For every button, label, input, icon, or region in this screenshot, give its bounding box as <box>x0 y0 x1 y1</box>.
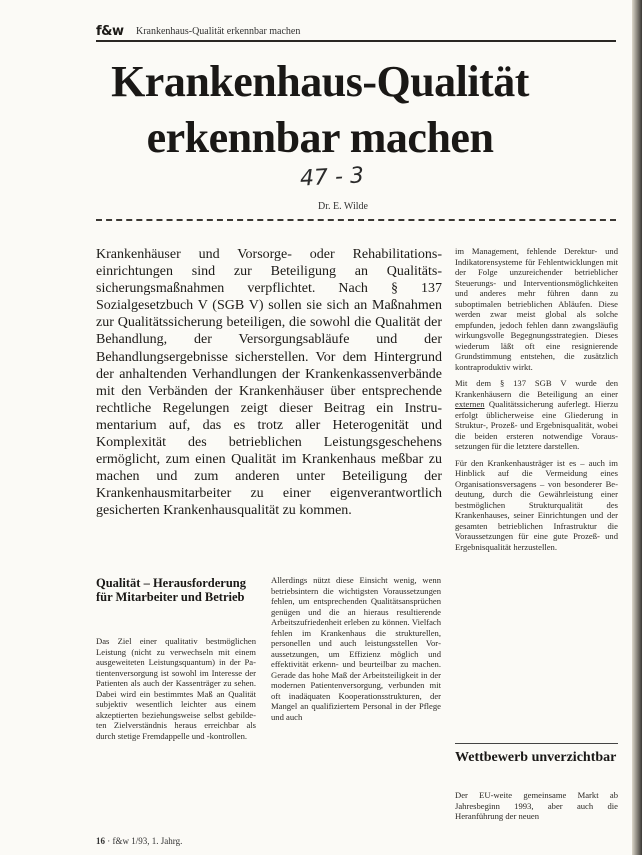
column-1-paragraph: Das Ziel einer qualitativ bestmöglichen Leistung (nicht zu verwechseln mit einem ausgeweiteten Leistungsquantum) in der Patientenversorgung ist sowohl im Interesse der Patienten als auch der Kassenträger zu sehen. Dabei wird ein bestimmtes Maß an Qualität subjektiv wesentlich leichter aus einem akzeptierten beziehungsweise selbst gebildeten Zielverständnis heraus erreichbar als durch stetige Fremdappelle und -kontrollen. <box>96 636 256 741</box>
running-head-title: Krankenhaus-Qualität erkennbar machen <box>136 26 301 37</box>
column-3-paragraph-3: Für den Krankenhausträger ist es – auch im Hinblick auf die Vermeidung eines Organisationsversagens – von besonderer Bedeutung, durch die Gewährleistung einer bestmöglichen Strukturqualität des Krankenhauses, seiner Einrichtungen und der gesamten betrieblichen Infrastruktur die Voraussetzungen für eine gute Prozeß- und Ergebnisqualität herzustellen. <box>455 457 618 552</box>
column-2-paragraph: Allerdings nützt diese Einsicht wenig, wenn betriebsintern die wichtigsten Voraussetzungen fehlen, um entsprechenden Qualitätsansprüchen genügen und die an hieraus resultierende Arbeitszufriedenheit erleben zu können. Vielfach fehlen im Krankenhaus die strukturellen, personellen und auch leistungsstellen Voraussetzungen, um Effizienz möglich und effektivität erkenn- und beurteilbar zu machen. Gerade das hohe Maß der Arbeitsteiligkeit in der modernen Patientenversorgung, verbunden mit oft inadäquaten Kooperationsstrukturen, der Mangel an qualifiziertem Personal in der Pflege und auch <box>271 575 441 722</box>
column-3-paragraph-2 <box>455 378 618 452</box>
column-3-text-end <box>455 790 618 828</box>
journal-logo: f&w <box>96 24 124 39</box>
author-byline: Dr. E. Wilde <box>318 201 368 212</box>
column-3-paragraph-4: Der EU-weite gemeinsame Markt ab Jahresbeginn 1993, aber auch die Heranführung der neuen <box>455 790 618 821</box>
underlined-word: externen <box>455 399 485 409</box>
column-2-text <box>271 575 441 728</box>
page-footer: 16 · f&w 1/93, 1. Jahrg. <box>96 836 183 846</box>
page-number: 16 <box>96 836 105 846</box>
article-title-line-2: erkennbar machen <box>146 113 494 162</box>
issue-info: f&w 1/93, 1. Jahrg. <box>112 836 183 846</box>
handwritten-note: 47 - 3 <box>299 163 365 192</box>
column-3-paragraph-2-end: Qualitätssicherung auferlegt. Hierzu erfolgt üblicherweise eine Gliederung in Struktur-, Prozeß- und Ergebnisqualität, wobei die beiden ersteren notwendige Voraussetzungen für die letztere darstellen. <box>455 399 618 451</box>
article-title-line-1: Krankenhaus-Qualität <box>111 57 529 106</box>
section-heading-wettbewerb: Wettbewerb unverzichtbar <box>455 750 617 765</box>
title-divider <box>96 219 616 221</box>
section-rule <box>455 743 618 744</box>
section-heading-qualitaet: Qualität – Herausforderung für Mitarbeiter und Betrieb <box>96 576 246 604</box>
column-3-text <box>455 246 618 558</box>
lead-paragraph: Krankenhäuser und Vorsorge- oder Rehabilitationseinrichtungen sind zur Beteiligung an Qualitätssicherungsmaßnahmen verpflichtet. Nach § 137 Sozialgesetzbuch V (SGB V) sollen sie sich an Maßnahmen zur Qualitätssicherung beteiligen, die sowohl die Qualität der Behandlung, der Versorgungsabläufe und der Behandlungsergebnisse sicherstellen. Vor dem Hintergrund der anhaltenden Verhandlungen der Krankenkassenverbände mit den Verbänden der Krankenhäuser über entsprechende rechtliche Regelungen zeigt dieser Beitrag ein Instrumentarium auf, das es trotz aller Heterogenität und Komplexität des betrieblichen Leistungsgeschehens ermöglicht, zum einen Qualität im Krankenhaus meßbar zu machen und zum anderen unter Beteiligung der Krankenhausmitarbeiter zu einer eigenverantwortlich gesicherten Krankenhausqualität zu kommen. <box>96 247 442 519</box>
column-3-paragraph-1: im Management, fehlende Derektur- und Indikatorensysteme für Fehlentwicklungen mit der Folge unzureichender betrieblicher Steuerungs- und Interventionsmöglichkeiten und anderes mehr führen dann zu suboptimalen betrieblichen Abläufen. Diese werden zwar meist global als solche empfunden, jedoch fehlen dann zwangsläufig wirkungsvolle Begegnungsstrategien. Dieses wiederum läßt oft eine resignierende Grundstimmung entstehen, die zusätzlich kontraproduktiv wirkt. <box>455 246 618 372</box>
column-1-text <box>96 636 256 747</box>
page-edge-shadow <box>632 0 642 855</box>
column-3-paragraph-2-start: Mit dem § 137 SGB V wurde den Krankenhäusern die Beteiligung an einer <box>455 378 618 399</box>
running-header <box>96 26 616 42</box>
